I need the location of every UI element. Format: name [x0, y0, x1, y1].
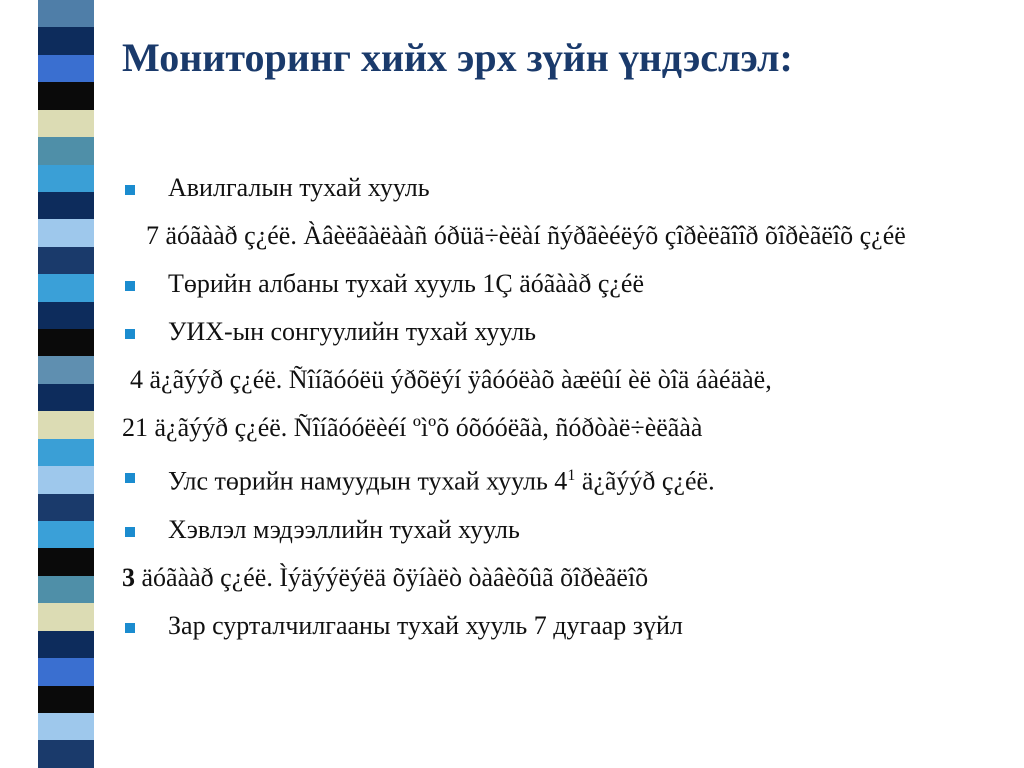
line-text: Хэвлэл мэдээллийн тухай хууль [168, 514, 520, 544]
stripe-segment [38, 411, 94, 438]
stripe-segment [38, 192, 94, 219]
stripe-segment [38, 548, 94, 575]
line-text: 7 äóãààð ç¿éë. Àâèëãàëààñ óðüä÷èëàí ñýðãèéëýõ çîðèëãîîð õîðèãëîõ ç¿éë [146, 221, 906, 250]
bullet-item [122, 611, 1002, 641]
stripe-segment [38, 439, 94, 466]
stripe-segment [38, 494, 94, 521]
line-text: äóãààð ç¿éë. Ìýäýýëýëä õÿíàëò òàâèõûã õîðèãëîõ [135, 562, 649, 592]
text-line [122, 365, 1002, 395]
slide-body [122, 173, 1002, 659]
square-bullet-icon [125, 623, 135, 633]
stripe-segment [38, 356, 94, 383]
square-bullet-icon [125, 527, 135, 537]
slide-title: Мониторинг хийх эрх зүйн үндэслэл: [122, 35, 793, 80]
stripe-segment [38, 686, 94, 713]
bullet-item [122, 173, 1002, 203]
stripe-segment [38, 247, 94, 274]
stripe-segment [38, 740, 94, 767]
stripe-segment [38, 631, 94, 658]
line-text: 4 ä¿ãýýð ç¿éë. Ñîíãóóëü ýðõëýí ÿâóóëàõ àæëûí èë òîä áàéäàë, [130, 365, 772, 394]
stripe-segment [38, 521, 94, 548]
stripe-segment [38, 165, 94, 192]
square-bullet-icon [125, 185, 135, 195]
text-line [122, 563, 1002, 593]
stripe-segment [38, 0, 94, 27]
bullet-item [122, 515, 1002, 545]
bullet-item [122, 317, 1002, 347]
square-bullet-icon [125, 329, 135, 339]
stripe-segment [38, 55, 94, 82]
stripe-segment [38, 137, 94, 164]
square-bullet-icon [125, 281, 135, 291]
stripe-segment [38, 603, 94, 630]
square-bullet-icon [125, 473, 135, 483]
line-text: Улс төрийн намуудын тухай хууль 4 [168, 466, 568, 496]
superscript: 1 [567, 467, 576, 484]
line-text-after: ä¿ãýýð ç¿éë. [575, 466, 715, 496]
stripe-segment [38, 658, 94, 685]
stripe-segment [38, 219, 94, 246]
line-text: Зар сурталчилгааны тухай хууль 7 дугаар зүйл [168, 610, 683, 640]
decorative-stripe [38, 0, 94, 768]
bullet-item [122, 269, 1002, 299]
stripe-segment [38, 466, 94, 493]
article-number: 3 [122, 562, 135, 592]
stripe-segment [38, 329, 94, 356]
stripe-segment [38, 27, 94, 54]
stripe-segment [38, 274, 94, 301]
bullet-item [122, 461, 1002, 497]
line-text: Төрийн албаны тухай хууль 1Ç äóãààð ç¿éë [168, 269, 645, 298]
stripe-segment [38, 713, 94, 740]
text-line [122, 413, 1002, 443]
stripe-segment [38, 110, 94, 137]
line-text: УИХ-ын сонгуулийн тухай хууль [168, 317, 537, 346]
text-line [122, 221, 1002, 251]
line-text: Авилгалын тухай хууль [168, 173, 430, 202]
line-text: 21 ä¿ãýýð ç¿éë. Ñîíãóóëèéí ºìºõ óõóóëãà, ñóðòàë÷èëãàà [122, 413, 703, 442]
stripe-segment [38, 384, 94, 411]
stripe-segment [38, 82, 94, 109]
stripe-segment [38, 302, 94, 329]
stripe-segment [38, 576, 94, 603]
